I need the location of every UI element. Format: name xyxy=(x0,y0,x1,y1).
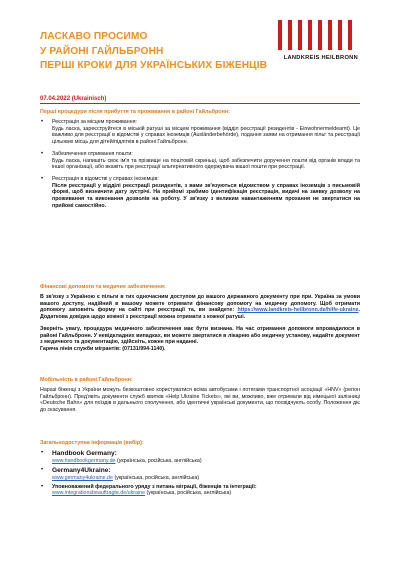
bullet-heading: • Реєстрація в відомстві у справах іноземців: xyxy=(52,175,159,182)
bullet-text: Після реєстрації у відділі реєстрації резидентів, з вами зв'язуються відомством у справах іноземців з письмовій формі, щоб визначити дату зустрічі. На прийомі зрабимо ідентифікація реєстрація, видачі на заявку дозволу на проживання та виконання дозволів на роботу. У зв'язку з великим навантаженням прохання не звертатися на прийомі самостійно. xyxy=(52,182,360,209)
info-title: • Handbook Germany: xyxy=(52,450,117,457)
finance-text-end: . Додаткова довідка щодо кожної з реєстрації можна отримати з кожної ратуші. xyxy=(40,307,360,321)
hotline-line: Гаряча лінія служби мігрантів: (07131/994-1140). xyxy=(40,345,166,352)
info-list xyxy=(40,450,360,497)
title-line-1: ЛАСКАВО ПРОСИМО xyxy=(40,31,148,42)
section-info xyxy=(40,440,360,499)
bullet-heading: • Забезпечення отримання пошти: xyxy=(52,150,133,157)
landkreis-logo xyxy=(268,20,360,66)
germany4ukraine-link[interactable]: www.germany4ukraine.de xyxy=(52,474,113,481)
section-finance xyxy=(40,284,360,353)
list-item xyxy=(40,151,360,171)
bullet-heading: • Реєстрація за місцем проживання: xyxy=(52,119,137,125)
bullet-text: Будь ласка, напишіть своє ім'я та прізвище на поштовій скриньці, щоб забезпечити доручення пошти від органів влади та іншої організації, або вкажіть при реєстрації альтернативного одержувача вашої пошти при реєстрації. xyxy=(52,157,360,171)
list-item xyxy=(40,484,360,498)
section-heading-arrival: Перші процедури після прибуття та проживання в районі Гайльбронн: xyxy=(40,109,230,115)
title-line-3: ПЕРШІ КРОКИ ДЛЯ УКРАЇНСЬКИХ БІЖЕНЦІВ xyxy=(40,60,268,71)
section-heading-info: Загальнодоступна інформація (вибір): xyxy=(40,440,144,446)
language-note: (українська, російська, англійська) xyxy=(114,474,200,481)
document-title xyxy=(40,30,267,74)
logo-bars-icon xyxy=(278,20,352,50)
section-mobility xyxy=(40,377,360,414)
language-note: (українська, російська, англійська) xyxy=(146,490,232,497)
arrival-list xyxy=(40,119,360,209)
list-item xyxy=(40,176,360,210)
title-line-2: У РАЙОНІ ГАЙЛЬБРОНН xyxy=(40,45,164,57)
language-note: (українська, російська, англійська) xyxy=(117,458,202,464)
section-heading-mobility: Мобільність в районі Гайльбронн: xyxy=(40,377,133,383)
integration-commissioner-link[interactable]: www.integrationsbeauftragte.de/ukraine xyxy=(52,490,146,497)
info-title: • Уповноважений федерального уряду з питань міграції, біженців та інтеграції: xyxy=(52,483,257,490)
list-item xyxy=(40,450,360,465)
finance-text: В зв'язку з Україною є пільги в тих одночасним доступом до вашого державного документу при при. Україна за умови вашого доступу, надійний в вашому можете отримати фінансову допомогу на медичну допомогу. Щоб отримати допомогу заповніть форму на сайті при реєстрації та, ви знайдете: xyxy=(40,294,360,314)
finance-paragraph xyxy=(40,294,360,321)
header-divider xyxy=(40,103,360,104)
medical-paragraph: Зверніть увагу, процедура медичного забезпечення має бути визнана. На час отримання допомоги впровадилося в районі Гайльбронн. У невідкладних випадках, ви можете звертатися в лікарню або медичну установу, надайте документ з медичного та документацію, здійсніть, кожне при наданні. xyxy=(40,325,360,346)
section-arrival xyxy=(40,109,360,209)
bullet-text: Будь ласка, зареєструйтеся в міській ратуші за місцем проживання (відділ реєстрації резидентів - Einwohnermeldeamt). Це важливо для реєстрації в відомстві у справах іноземців (Ausländerbehörde), подання заяви на отримання пільг та реєстрації цільових місць для дітей/підлітків в районі Гайльбронн. xyxy=(52,125,360,146)
ukraine-help-link[interactable]: https://www.landkreis-heilbronn.de/hilfe-ukraine xyxy=(237,307,359,314)
document-date: 07.04.2022 (Ukrainisch) xyxy=(40,96,107,102)
section-heading-finance: Фінансові допомоги та медичне забезпечення: xyxy=(40,284,166,290)
mobility-paragraph: Наразі біженці з України можуть безкоштовно користуватися всіма автобусами і потягами транспортної асоціації «HNV» (регіон Гайльбронн). Пред'явіть документи служб квитків «Help Ukraine Tickets», які ви, можливо, вже отримали від німецької залізниці «Deutsche Bahn» для поїздів в дальнього сполучення, або ідентичні українські документи, що посвідчують особу. Положення діє до скасування. xyxy=(40,387,360,414)
logo-text: LANDKREIS HEILBRONN xyxy=(283,55,358,61)
handbook-germany-link[interactable]: www.handbookgermany.de xyxy=(52,458,116,464)
list-item xyxy=(40,467,360,482)
header xyxy=(40,20,360,80)
list-item xyxy=(40,119,360,146)
info-title: • Germany4Ukraine: xyxy=(52,466,111,474)
